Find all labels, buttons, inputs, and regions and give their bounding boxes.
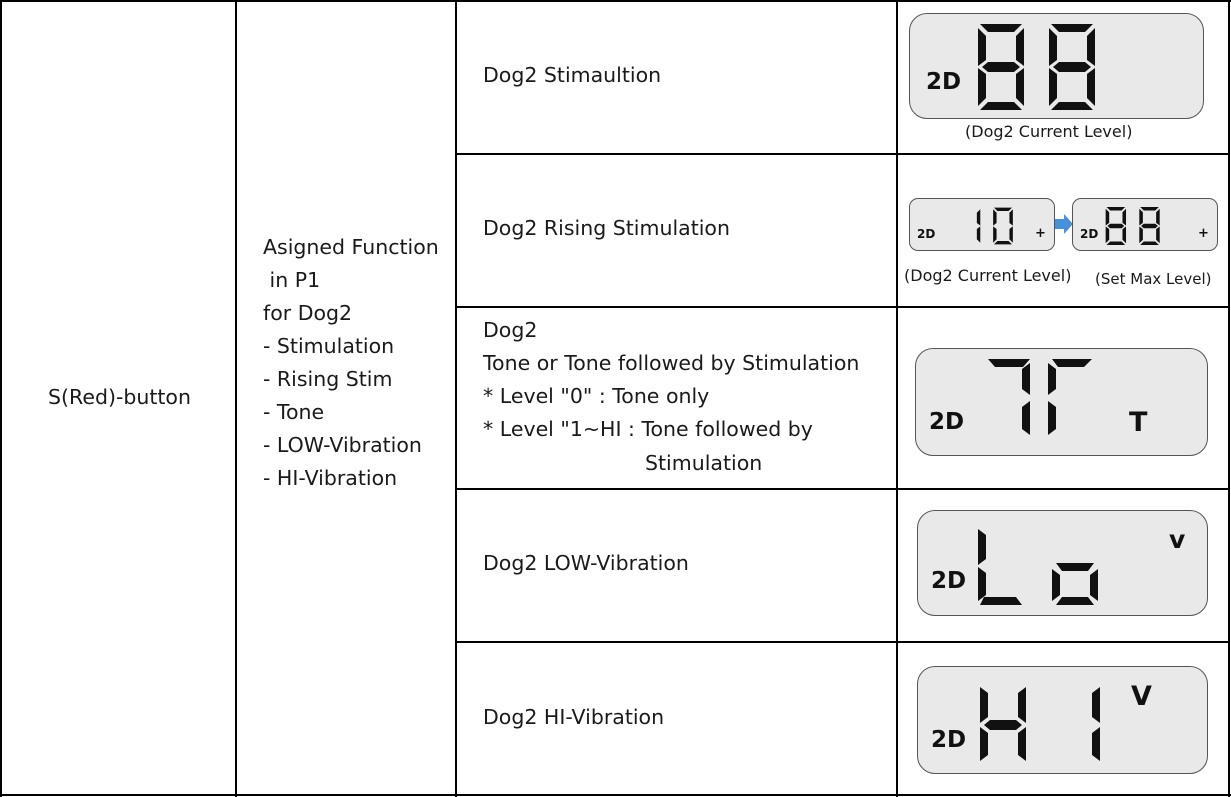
level-digits xyxy=(967,22,1107,112)
row-description: Dog2 HI-Vibration xyxy=(483,705,665,729)
dog-prefix: 2D xyxy=(1080,227,1099,241)
dog-prefix: 2D xyxy=(929,409,965,435)
row-description: Dog2 LOW-Vibration xyxy=(483,551,689,575)
row-divider xyxy=(456,641,1230,643)
display-caption: (Set Max Level) xyxy=(1095,270,1212,288)
lcd-display xyxy=(915,348,1208,456)
display-caption: (Dog2 Current Level) xyxy=(904,266,1072,285)
lcd-display xyxy=(909,13,1204,119)
function-list-item: - Rising Stim xyxy=(263,367,393,391)
row-description: Dog2 Stimaultion xyxy=(483,63,662,87)
tone-indicator: T xyxy=(1129,407,1148,438)
row-description: Dog2 xyxy=(483,318,538,342)
lcd-display-current xyxy=(909,198,1055,251)
row-description: Tone or Tone followed by Stimulation xyxy=(483,351,860,375)
tone-symbol xyxy=(986,357,1096,439)
lcd-display xyxy=(917,666,1208,774)
vibration-indicator: V xyxy=(1131,681,1152,712)
table-divider xyxy=(896,0,898,797)
lcd-display xyxy=(917,510,1208,616)
button-name: S(Red)-button xyxy=(48,385,191,409)
table-border-top xyxy=(0,0,1231,2)
row-divider xyxy=(456,488,1230,490)
function-list-item: - LOW-Vibration xyxy=(263,433,422,457)
function-list-item: - Stimulation xyxy=(263,334,395,358)
dog-prefix: 2D xyxy=(917,227,936,241)
assigned-function-subtitle: in P1 xyxy=(263,268,321,292)
row-divider xyxy=(456,306,1230,308)
vibration-level-text xyxy=(976,525,1111,607)
level-digits xyxy=(958,206,1018,246)
row-description: Dog2 Rising Stimulation xyxy=(483,216,730,240)
table-border-right xyxy=(1228,0,1230,797)
table-divider xyxy=(455,0,457,797)
lcd-display-max xyxy=(1072,198,1218,251)
row-divider xyxy=(456,153,1230,155)
level-digits xyxy=(1103,206,1165,246)
dog-prefix: 2D xyxy=(931,727,967,753)
vibration-indicator: v xyxy=(1169,525,1186,554)
table-border-left xyxy=(0,0,2,797)
plus-sign: + xyxy=(1035,226,1046,241)
dog-prefix: 2D xyxy=(926,69,962,95)
table-divider xyxy=(235,0,237,797)
vibration-level-text xyxy=(978,683,1108,765)
assigned-function-title: Asigned Function xyxy=(263,235,439,259)
row-description: Stimulation xyxy=(645,451,763,475)
function-list-item: - Tone xyxy=(263,400,325,424)
display-caption: (Dog2 Current Level) xyxy=(965,122,1133,141)
function-list-item: - HI-Vibration xyxy=(263,466,398,490)
assigned-function-dog: for Dog2 xyxy=(263,301,353,325)
table-border-bottom xyxy=(0,794,1231,796)
right-arrow-icon xyxy=(1055,214,1073,234)
row-description: * Level "0" : Tone only xyxy=(483,384,710,408)
dog-prefix: 2D xyxy=(931,568,967,594)
plus-sign: + xyxy=(1198,226,1209,241)
row-description: * Level "1~HI : Tone followed by xyxy=(483,417,813,441)
